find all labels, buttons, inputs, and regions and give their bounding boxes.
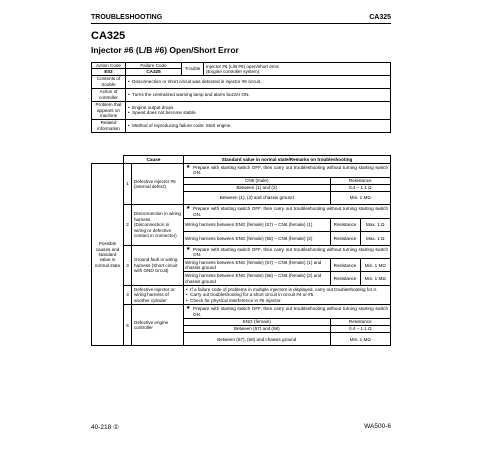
- bullet-item: • If a failure code of problems in multiple injectors is displayed, carry out troubleshooting for it.: [190, 287, 388, 292]
- contents-of-trouble-label: Contents of trouble: [92, 75, 126, 88]
- page-title: Injector #6 (L/B #6) Open/Short Error: [91, 45, 239, 55]
- header-code: CA325: [369, 14, 391, 21]
- page-header: [91, 14, 391, 24]
- problem-on-machine-label: Problem that appears on machine: [92, 101, 126, 119]
- cause-standard: [184, 305, 391, 346]
- cause-text: Defective injector #6 (internal defect): [132, 164, 184, 205]
- cause-standard: [184, 285, 391, 304]
- page-number: 40-218 ①: [91, 424, 119, 431]
- related-information: • Method of reproducing failure code: Start engine.: [126, 119, 391, 132]
- info-table: [91, 62, 391, 133]
- failure-code-label: Failure Code: [126, 63, 182, 69]
- action-of-controller: • Turns the centralized warning lamp and alarm buzzer ON.: [126, 88, 391, 101]
- resistance-table: ENG (female) Resistance Between (57) and (58) 0.4 – 1.1 Ω Between (57), (58) and chassis ground Min. 1 MΩ: [184, 318, 390, 346]
- cause-header: Cause: [124, 156, 184, 164]
- trouble-text: Injector #6 (L/B #6) open/short error (Engine controller system): [204, 63, 391, 76]
- cause-text: Defective engine controller: [132, 305, 184, 346]
- resistance-table: Wiring harness between ENG (female) (57) – CN6 (female) (1) and chassis ground Resistance Min. 1 MΩ Wiring harness between ENG (female) (58) – CN6 (female) (2) and chassis ground Resistance Min. 1 MΩ: [184, 258, 390, 285]
- cause-number: 1: [124, 164, 132, 205]
- star-icon: ★: [186, 245, 191, 252]
- action-of-controller-label: Action of controller: [92, 88, 126, 101]
- std-header: Standard value in normal state/Remarks on troubleshooting: [184, 156, 391, 164]
- contents-of-trouble: • Disconnection or short circuit was detected in injector #6 circuit.: [126, 75, 391, 88]
- cause-text: Ground fault in wiring harness (Short circuit with GND circuit): [132, 245, 184, 285]
- star-icon: ★: [186, 205, 191, 212]
- resistance-table: Wiring harness between ENG (female) (57) – CN6 (female) (1) Resistance Max. 1 Ω Wiring harness between ENG (female) (58) – CN6 (female) (2) Resistance Max. 1 Ω: [184, 218, 390, 245]
- cause-number: 3: [124, 245, 132, 285]
- failure-code-heading: CA325: [91, 30, 126, 42]
- problem-on-machine: • Engine output drops. • Speed does not become stable.: [126, 101, 391, 119]
- star-icon: ★: [186, 164, 191, 170]
- cause-text: Disconnection in wiring harness (Disconnection in wiring or defective contact in connector): [132, 205, 184, 245]
- note-text: Prepare with starting switch OFF, then carry out troubleshooting without turning starting switch ON.: [193, 246, 388, 258]
- action-code-label: Action Code: [92, 63, 126, 69]
- bullet-item: • Carry out troubleshooting for a short circuit in circuit #4 or #5.: [190, 292, 388, 297]
- possible-causes-label: Possible causes and standard value in normal state: [92, 164, 124, 346]
- cause-number: 2: [124, 205, 132, 245]
- bullet-item: • Check for physical interference in #5 injector.: [190, 298, 388, 303]
- cause-standard: [184, 205, 391, 245]
- header-section: TROUBLESHOOTING: [91, 14, 163, 21]
- cause-standard: [184, 164, 391, 205]
- action-code-value: E03: [92, 69, 126, 75]
- page-footer: [91, 423, 391, 431]
- troubleshooting-table: [91, 155, 391, 346]
- note-text: Prepare with starting switch OFF, then carry out troubleshooting without turning starting switch ON.: [193, 206, 388, 217]
- resistance-table: CN6 (male) Resistance Between (1) and (2) 0.4 – 1.1 Ω Between (1), (2) and chassis ground Min. 1 MΩ: [184, 177, 390, 205]
- model-name: WA500-6: [364, 423, 391, 430]
- note-text: Prepare with starting switch OFF, then carry out troubleshooting without turning starting switch ON.: [193, 165, 388, 176]
- star-icon: ★: [186, 305, 191, 312]
- trouble-label: Trouble: [182, 63, 204, 76]
- related-information-label: Related information: [92, 119, 126, 132]
- cause-text: Defective injector or wiring harness of another cylinder: [132, 285, 184, 304]
- cause-standard: [184, 245, 391, 285]
- note-text: Prepare with starting switch OFF, then carry out troubleshooting without turning starting switch ON.: [193, 306, 388, 317]
- cause-number: 5: [124, 305, 132, 346]
- cause-number: 4: [124, 285, 132, 304]
- failure-code-value: CA325: [126, 69, 182, 75]
